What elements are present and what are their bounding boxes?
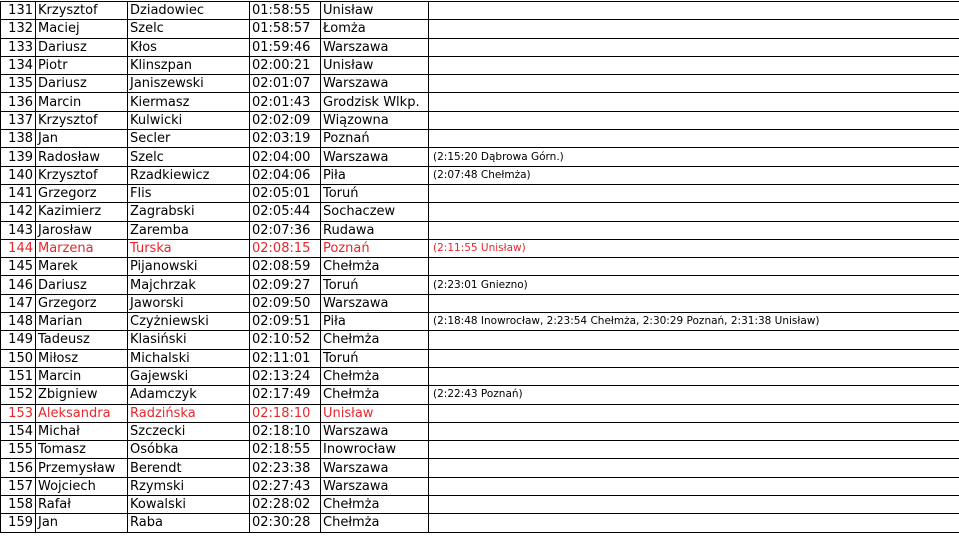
- place-cell: 146: [1, 276, 36, 294]
- last-name-cell: Janiszewski: [128, 75, 250, 93]
- time-cell: 02:23:38: [250, 459, 321, 477]
- note-cell: [429, 349, 959, 367]
- table-row: [1, 258, 959, 276]
- time-cell: 02:11:01: [250, 349, 321, 367]
- table-row: [1, 93, 959, 111]
- time-cell: 02:27:43: [250, 477, 321, 495]
- note-cell: (2:22:43 Poznań): [429, 386, 959, 404]
- table-row: [1, 349, 959, 367]
- city-cell: Poznań: [321, 239, 429, 257]
- last-name-cell: Majchrzak: [128, 276, 250, 294]
- note-cell: [429, 130, 959, 148]
- city-cell: Rudawa: [321, 221, 429, 239]
- city-cell: Chełmża: [321, 514, 429, 532]
- note-cell: [429, 56, 959, 74]
- last-name-cell: Michalski: [128, 349, 250, 367]
- last-name-cell: Jaworski: [128, 294, 250, 312]
- place-cell: 156: [1, 459, 36, 477]
- time-cell: 02:09:27: [250, 276, 321, 294]
- first-name-cell: Radosław: [36, 148, 128, 166]
- place-cell: 149: [1, 331, 36, 349]
- last-name-cell: Adamczyk: [128, 386, 250, 404]
- last-name-cell: Berendt: [128, 459, 250, 477]
- place-cell: 136: [1, 93, 36, 111]
- note-cell: [429, 203, 959, 221]
- place-cell: 135: [1, 75, 36, 93]
- city-cell: Warszawa: [321, 294, 429, 312]
- first-name-cell: Jan: [36, 514, 128, 532]
- place-cell: 157: [1, 477, 36, 495]
- time-cell: 02:01:43: [250, 93, 321, 111]
- note-cell: [429, 20, 959, 38]
- time-cell: 01:58:55: [250, 2, 321, 20]
- first-name-cell: Krzysztof: [36, 166, 128, 184]
- first-name-cell: Jarosław: [36, 221, 128, 239]
- city-cell: Wiązowna: [321, 111, 429, 129]
- last-name-cell: Klinszpan: [128, 56, 250, 74]
- city-cell: Toruń: [321, 184, 429, 202]
- time-cell: 02:00:21: [250, 56, 321, 74]
- time-cell: 02:13:24: [250, 367, 321, 385]
- city-cell: Warszawa: [321, 75, 429, 93]
- first-name-cell: Grzegorz: [36, 184, 128, 202]
- first-name-cell: Tadeusz: [36, 331, 128, 349]
- note-cell: [429, 477, 959, 495]
- last-name-cell: Szelc: [128, 148, 250, 166]
- time-cell: 02:02:09: [250, 111, 321, 129]
- first-name-cell: Krzysztof: [36, 111, 128, 129]
- first-name-cell: Przemysław: [36, 459, 128, 477]
- results-table: [0, 1, 959, 533]
- city-cell: Unisław: [321, 404, 429, 422]
- place-cell: 159: [1, 514, 36, 532]
- note-cell: [429, 441, 959, 459]
- note-cell: (2:23:01 Gniezno): [429, 276, 959, 294]
- last-name-cell: Zaremba: [128, 221, 250, 239]
- first-name-cell: Marcin: [36, 367, 128, 385]
- table-row: [1, 166, 959, 184]
- city-cell: Inowrocław: [321, 441, 429, 459]
- last-name-cell: Gajewski: [128, 367, 250, 385]
- note-cell: [429, 221, 959, 239]
- city-cell: Poznań: [321, 130, 429, 148]
- table-row: [1, 367, 959, 385]
- first-name-cell: Rafał: [36, 496, 128, 514]
- time-cell: 02:18:55: [250, 441, 321, 459]
- table-row: [1, 459, 959, 477]
- first-name-cell: Marzena: [36, 239, 128, 257]
- place-cell: 142: [1, 203, 36, 221]
- first-name-cell: Dariusz: [36, 276, 128, 294]
- table-row: [1, 2, 959, 20]
- last-name-cell: Czyżniewski: [128, 313, 250, 331]
- city-cell: Chełmża: [321, 331, 429, 349]
- time-cell: 02:30:28: [250, 514, 321, 532]
- table-row: [1, 221, 959, 239]
- time-cell: 02:17:49: [250, 386, 321, 404]
- note-cell: (2:07:48 Chełmża): [429, 166, 959, 184]
- time-cell: 02:04:06: [250, 166, 321, 184]
- first-name-cell: Marek: [36, 258, 128, 276]
- note-cell: (2:11:55 Unisław): [429, 239, 959, 257]
- first-name-cell: Jan: [36, 130, 128, 148]
- city-cell: Warszawa: [321, 459, 429, 477]
- city-cell: Chełmża: [321, 367, 429, 385]
- place-cell: 152: [1, 386, 36, 404]
- place-cell: 141: [1, 184, 36, 202]
- time-cell: 02:09:51: [250, 313, 321, 331]
- table-row: [1, 148, 959, 166]
- place-cell: 150: [1, 349, 36, 367]
- place-cell: 158: [1, 496, 36, 514]
- note-cell: [429, 258, 959, 276]
- city-cell: Chełmża: [321, 496, 429, 514]
- city-cell: Warszawa: [321, 477, 429, 495]
- place-cell: 139: [1, 148, 36, 166]
- last-name-cell: Kulwicki: [128, 111, 250, 129]
- city-cell: Piła: [321, 166, 429, 184]
- last-name-cell: Flis: [128, 184, 250, 202]
- place-cell: 154: [1, 422, 36, 440]
- place-cell: 132: [1, 20, 36, 38]
- place-cell: 145: [1, 258, 36, 276]
- last-name-cell: Osóbka: [128, 441, 250, 459]
- last-name-cell: Zagrabski: [128, 203, 250, 221]
- note-cell: [429, 496, 959, 514]
- time-cell: 01:58:57: [250, 20, 321, 38]
- table-row: [1, 130, 959, 148]
- note-cell: [429, 2, 959, 20]
- place-cell: 131: [1, 2, 36, 20]
- table-row: [1, 203, 959, 221]
- city-cell: Unisław: [321, 2, 429, 20]
- time-cell: 02:04:00: [250, 148, 321, 166]
- table-row: [1, 514, 959, 532]
- last-name-cell: Szczecki: [128, 422, 250, 440]
- place-cell: 147: [1, 294, 36, 312]
- time-cell: 02:03:19: [250, 130, 321, 148]
- time-cell: 02:08:59: [250, 258, 321, 276]
- last-name-cell: Rzymski: [128, 477, 250, 495]
- last-name-cell: Kłos: [128, 38, 250, 56]
- note-cell: [429, 184, 959, 202]
- table-row: [1, 404, 959, 422]
- time-cell: 02:07:36: [250, 221, 321, 239]
- time-cell: 02:01:07: [250, 75, 321, 93]
- first-name-cell: Piotr: [36, 56, 128, 74]
- first-name-cell: Dariusz: [36, 75, 128, 93]
- place-cell: 144: [1, 239, 36, 257]
- time-cell: 02:09:50: [250, 294, 321, 312]
- city-cell: Piła: [321, 313, 429, 331]
- time-cell: 01:59:46: [250, 38, 321, 56]
- city-cell: Grodzisk Wlkp.: [321, 93, 429, 111]
- place-cell: 133: [1, 38, 36, 56]
- time-cell: 02:05:44: [250, 203, 321, 221]
- last-name-cell: Dziadowiec: [128, 2, 250, 20]
- place-cell: 153: [1, 404, 36, 422]
- city-cell: Toruń: [321, 276, 429, 294]
- note-cell: [429, 404, 959, 422]
- note-cell: [429, 111, 959, 129]
- last-name-cell: Radzińska: [128, 404, 250, 422]
- results-table-body: [1, 2, 959, 533]
- note-cell: [429, 422, 959, 440]
- place-cell: 137: [1, 111, 36, 129]
- table-row: [1, 496, 959, 514]
- table-row: [1, 20, 959, 38]
- last-name-cell: Klasiński: [128, 331, 250, 349]
- first-name-cell: Dariusz: [36, 38, 128, 56]
- first-name-cell: Zbigniew: [36, 386, 128, 404]
- table-row: [1, 276, 959, 294]
- table-row: [1, 239, 959, 257]
- city-cell: Warszawa: [321, 148, 429, 166]
- table-row: [1, 313, 959, 331]
- last-name-cell: Secler: [128, 130, 250, 148]
- last-name-cell: Turska: [128, 239, 250, 257]
- time-cell: 02:08:15: [250, 239, 321, 257]
- note-cell: [429, 459, 959, 477]
- place-cell: 151: [1, 367, 36, 385]
- note-cell: (2:15:20 Dąbrowa Górn.): [429, 148, 959, 166]
- first-name-cell: Aleksandra: [36, 404, 128, 422]
- place-cell: 140: [1, 166, 36, 184]
- place-cell: 143: [1, 221, 36, 239]
- first-name-cell: Tomasz: [36, 441, 128, 459]
- place-cell: 148: [1, 313, 36, 331]
- note-cell: [429, 75, 959, 93]
- place-cell: 138: [1, 130, 36, 148]
- time-cell: 02:10:52: [250, 331, 321, 349]
- time-cell: 02:05:01: [250, 184, 321, 202]
- note-cell: [429, 367, 959, 385]
- city-cell: Unisław: [321, 56, 429, 74]
- time-cell: 02:18:10: [250, 422, 321, 440]
- first-name-cell: Michał: [36, 422, 128, 440]
- table-row: [1, 386, 959, 404]
- table-row: [1, 38, 959, 56]
- table-row: [1, 422, 959, 440]
- note-cell: (2:18:48 Inowrocław, 2:23:54 Chełmża, 2:30:29 Poznań, 2:31:38 Unisław): [429, 313, 959, 331]
- place-cell: 155: [1, 441, 36, 459]
- first-name-cell: Miłosz: [36, 349, 128, 367]
- city-cell: Chełmża: [321, 258, 429, 276]
- city-cell: Łomża: [321, 20, 429, 38]
- first-name-cell: Krzysztof: [36, 2, 128, 20]
- table-row: [1, 441, 959, 459]
- table-row: [1, 184, 959, 202]
- city-cell: Toruń: [321, 349, 429, 367]
- city-cell: Warszawa: [321, 422, 429, 440]
- last-name-cell: Raba: [128, 514, 250, 532]
- time-cell: 02:18:10: [250, 404, 321, 422]
- last-name-cell: Kowalski: [128, 496, 250, 514]
- note-cell: [429, 331, 959, 349]
- city-cell: Warszawa: [321, 38, 429, 56]
- last-name-cell: Kiermasz: [128, 93, 250, 111]
- table-row: [1, 294, 959, 312]
- first-name-cell: Marian: [36, 313, 128, 331]
- note-cell: [429, 38, 959, 56]
- city-cell: Sochaczew: [321, 203, 429, 221]
- first-name-cell: Kazimierz: [36, 203, 128, 221]
- note-cell: [429, 514, 959, 532]
- note-cell: [429, 93, 959, 111]
- first-name-cell: Grzegorz: [36, 294, 128, 312]
- first-name-cell: Wojciech: [36, 477, 128, 495]
- table-row: [1, 75, 959, 93]
- table-row: [1, 56, 959, 74]
- city-cell: Chełmża: [321, 386, 429, 404]
- table-row: [1, 111, 959, 129]
- table-row: [1, 477, 959, 495]
- note-cell: [429, 294, 959, 312]
- table-row: [1, 331, 959, 349]
- first-name-cell: Marcin: [36, 93, 128, 111]
- place-cell: 134: [1, 56, 36, 74]
- last-name-cell: Pijanowski: [128, 258, 250, 276]
- last-name-cell: Szelc: [128, 20, 250, 38]
- first-name-cell: Maciej: [36, 20, 128, 38]
- last-name-cell: Rzadkiewicz: [128, 166, 250, 184]
- time-cell: 02:28:02: [250, 496, 321, 514]
